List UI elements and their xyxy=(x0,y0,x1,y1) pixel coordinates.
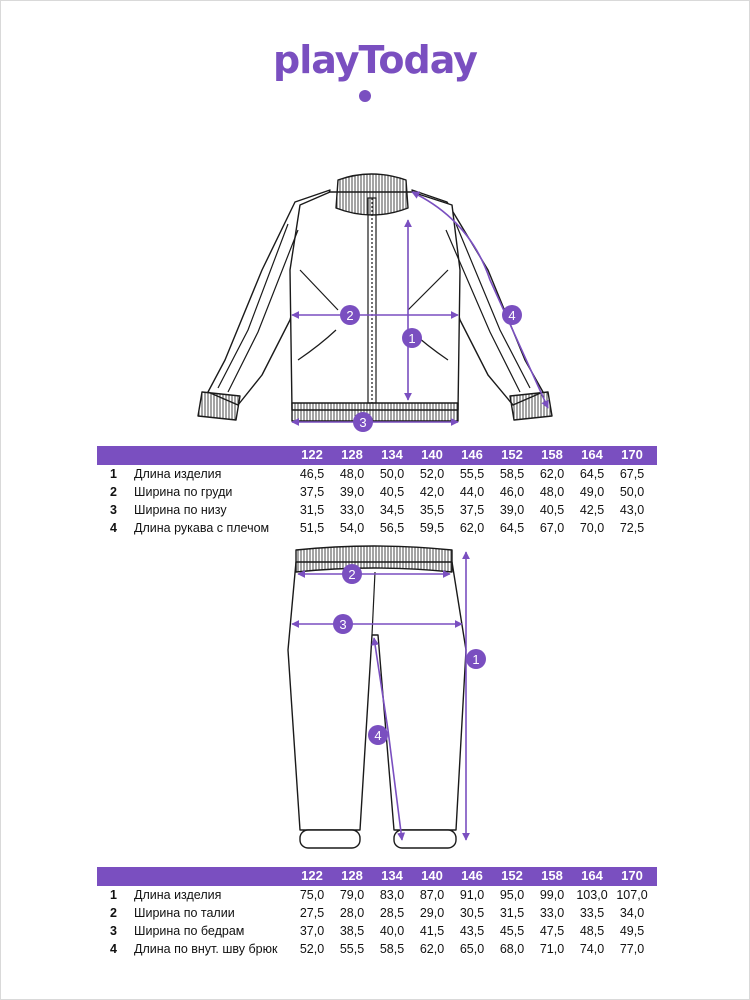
row-value: 40,5 xyxy=(379,485,405,499)
row-value: 51,5 xyxy=(299,521,325,535)
row-value: 27,5 xyxy=(299,906,325,920)
size-col: 152 xyxy=(501,868,523,883)
row-value: 75,0 xyxy=(299,888,325,902)
row-value: 48,0 xyxy=(539,485,565,499)
row-value: 44,0 xyxy=(459,485,485,499)
row-value: 37,5 xyxy=(299,485,325,499)
row-value: 68,0 xyxy=(499,942,525,956)
jacket-size-header xyxy=(97,446,657,465)
row-value: 50,0 xyxy=(619,485,645,499)
size-col: 146 xyxy=(461,447,483,462)
row-value: 34,0 xyxy=(619,906,645,920)
row-value: 67,5 xyxy=(619,467,645,481)
size-col: 134 xyxy=(381,868,403,883)
row-value: 71,0 xyxy=(539,942,565,956)
row-value: 38,5 xyxy=(339,924,365,938)
row-value: 30,5 xyxy=(459,906,485,920)
row-value: 39,0 xyxy=(339,485,365,499)
row-value: 55,5 xyxy=(339,942,365,956)
row-value: 41,5 xyxy=(419,924,445,938)
row-value: 87,0 xyxy=(419,888,445,902)
pants-badge-1-text: 1 xyxy=(472,652,480,667)
size-col: 152 xyxy=(501,447,523,462)
table-row xyxy=(97,519,657,537)
row-value: 50,0 xyxy=(379,467,405,481)
row-label: Длина по внут. шву брюк xyxy=(134,942,278,956)
row-value: 103,0 xyxy=(576,888,608,902)
jacket-drawing xyxy=(0,160,750,435)
table-row xyxy=(97,465,657,483)
row-value: 48,0 xyxy=(339,467,365,481)
row-value: 29,0 xyxy=(419,906,445,920)
row-value: 47,5 xyxy=(539,924,565,938)
jacket-badge-2-text: 2 xyxy=(346,308,354,323)
row-value: 28,5 xyxy=(379,906,405,920)
row-number: 1 xyxy=(110,467,117,481)
row-value: 31,5 xyxy=(299,503,325,517)
size-col: 122 xyxy=(301,868,323,883)
size-col: 140 xyxy=(421,868,443,883)
pants-badge-2-text: 2 xyxy=(348,567,356,582)
row-value: 33,0 xyxy=(539,906,565,920)
row-value: 74,0 xyxy=(579,942,605,956)
row-value: 45,5 xyxy=(499,924,525,938)
row-value: 42,5 xyxy=(579,503,605,517)
size-col: 164 xyxy=(581,447,603,462)
row-value: 64,5 xyxy=(579,467,605,481)
row-value: 62,0 xyxy=(419,942,445,956)
table-row xyxy=(97,922,657,940)
row-value: 43,5 xyxy=(459,924,485,938)
row-value: 99,0 xyxy=(539,888,565,902)
row-value: 37,5 xyxy=(459,503,485,517)
row-value: 59,5 xyxy=(419,521,445,535)
pants-badge-3-text: 3 xyxy=(339,617,347,632)
row-number: 4 xyxy=(110,942,117,956)
jacket-badge-3-text: 3 xyxy=(359,415,367,430)
row-value: 39,0 xyxy=(499,503,525,517)
row-value: 52,0 xyxy=(419,467,445,481)
row-value: 34,5 xyxy=(379,503,405,517)
pants-size-header xyxy=(97,867,657,886)
row-value: 62,0 xyxy=(539,467,565,481)
row-value: 58,5 xyxy=(499,467,525,481)
row-value: 91,0 xyxy=(459,888,485,902)
row-value: 58,5 xyxy=(379,942,405,956)
row-label: Длина изделия xyxy=(134,888,222,902)
row-value: 37,0 xyxy=(299,924,325,938)
row-value: 48,5 xyxy=(579,924,605,938)
row-value: 54,0 xyxy=(339,521,365,535)
row-label: Ширина по груди xyxy=(134,485,233,499)
table-row xyxy=(97,904,657,922)
row-value: 42,0 xyxy=(419,485,445,499)
row-value: 79,0 xyxy=(339,888,365,902)
row-value: 95,0 xyxy=(499,888,525,902)
size-col: 140 xyxy=(421,447,443,462)
table-row xyxy=(97,940,657,958)
row-label: Длина рукава с плечом xyxy=(134,521,270,535)
jacket-badge-1-text: 1 xyxy=(408,331,416,346)
row-value: 33,0 xyxy=(339,503,365,517)
row-value: 49,5 xyxy=(619,924,645,938)
table-row xyxy=(97,501,657,519)
row-label: Длина изделия xyxy=(134,467,222,481)
row-label: Ширина по низу xyxy=(134,503,227,517)
pants-badge-4-text: 4 xyxy=(374,728,382,743)
row-value: 67,0 xyxy=(539,521,565,535)
size-col: 146 xyxy=(461,868,483,883)
row-value: 49,0 xyxy=(579,485,605,499)
row-value: 31,5 xyxy=(499,906,525,920)
row-label: Ширина по бедрам xyxy=(134,924,245,938)
table-row xyxy=(97,483,657,501)
size-col: 158 xyxy=(541,868,563,883)
table-row xyxy=(97,886,657,904)
row-value: 40,0 xyxy=(379,924,405,938)
row-value: 56,5 xyxy=(379,521,405,535)
row-number: 4 xyxy=(110,521,117,535)
row-value: 52,0 xyxy=(299,942,325,956)
size-col: 158 xyxy=(541,447,563,462)
size-col: 170 xyxy=(621,447,643,462)
pants-size-table xyxy=(97,867,657,958)
row-value: 77,0 xyxy=(619,942,645,956)
row-value: 83,0 xyxy=(379,888,405,902)
row-value: 35,5 xyxy=(419,503,445,517)
size-col: 128 xyxy=(341,868,363,883)
row-value: 46,5 xyxy=(299,467,325,481)
row-value: 72,5 xyxy=(619,521,645,535)
row-value: 62,0 xyxy=(459,521,485,535)
size-col: 122 xyxy=(301,447,323,462)
row-number: 3 xyxy=(110,924,117,938)
row-number: 1 xyxy=(110,888,117,902)
pants-drawing xyxy=(0,540,750,860)
row-value: 65,0 xyxy=(459,942,485,956)
row-value: 43,0 xyxy=(619,503,645,517)
row-value: 70,0 xyxy=(579,521,605,535)
size-col: 128 xyxy=(341,447,363,462)
row-number: 3 xyxy=(110,503,117,517)
row-value: 46,0 xyxy=(499,485,525,499)
jacket-size-table xyxy=(97,446,657,537)
row-value: 64,5 xyxy=(499,521,525,535)
size-col: 170 xyxy=(621,868,643,883)
row-number: 2 xyxy=(110,906,117,920)
jacket-badge-4-text: 4 xyxy=(508,308,516,323)
row-value: 28,0 xyxy=(339,906,365,920)
size-col: 134 xyxy=(381,447,403,462)
row-value: 33,5 xyxy=(579,906,605,920)
row-value: 55,5 xyxy=(459,467,485,481)
row-label: Ширина по талии xyxy=(134,906,235,920)
brand-logo-dot xyxy=(359,90,371,102)
row-value: 40,5 xyxy=(539,503,565,517)
size-col: 164 xyxy=(581,868,603,883)
brand-logo: playToday xyxy=(273,38,477,82)
row-number: 2 xyxy=(110,485,117,499)
row-value: 107,0 xyxy=(616,888,648,902)
